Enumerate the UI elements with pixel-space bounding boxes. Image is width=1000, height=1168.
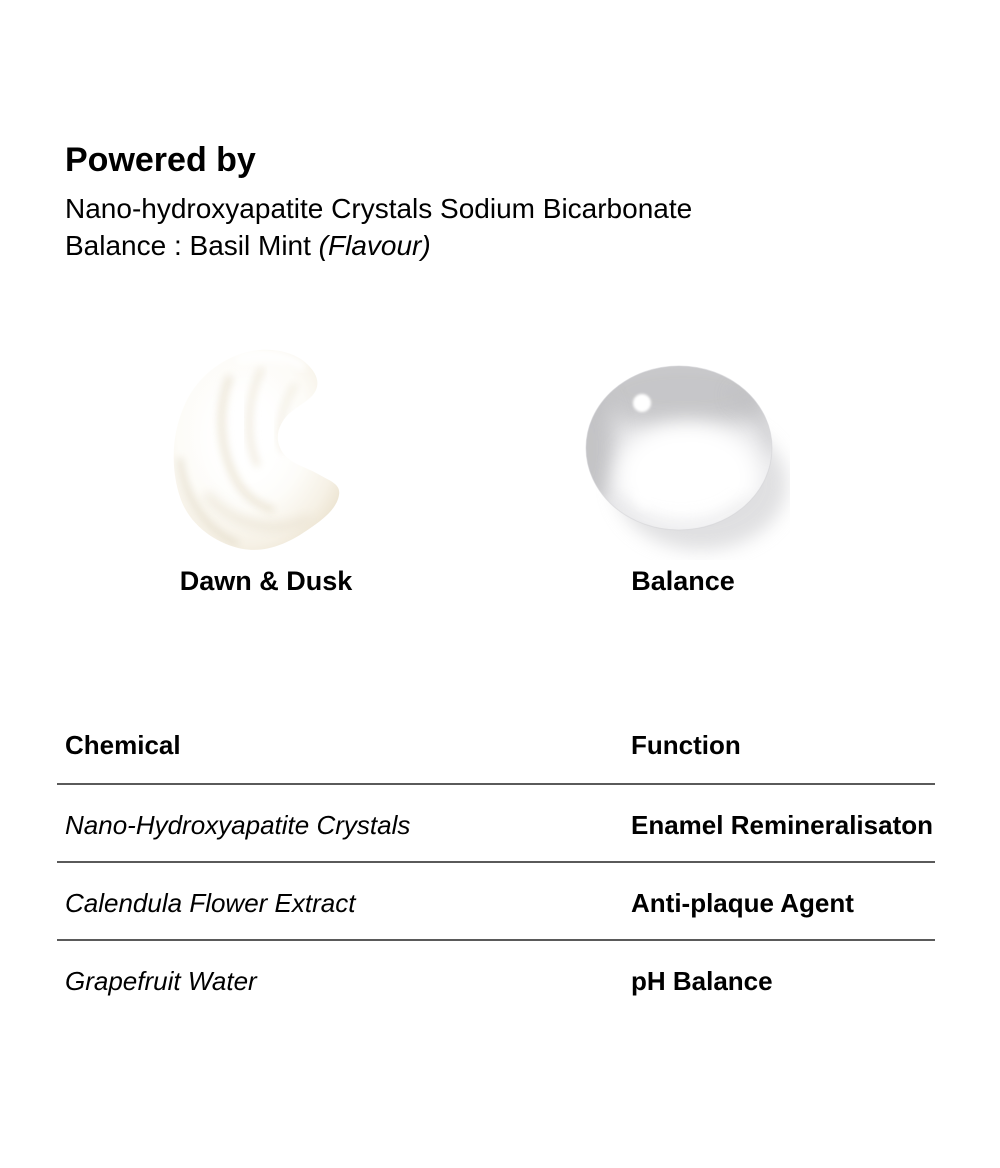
table-header-row (57, 717, 935, 785)
section-title: Powered by (65, 141, 256, 179)
table-row (57, 785, 935, 863)
gel-drop-graphic (583, 362, 790, 560)
table-row (57, 941, 935, 1017)
powered-by-section (65, 142, 935, 264)
gel-drop-image (583, 362, 790, 560)
flavour-note: (Flavour) (318, 230, 431, 262)
ingredients-summary (65, 190, 935, 264)
cream-swatch-image (172, 348, 347, 552)
column-header-function: Function (631, 729, 741, 760)
chemical-name: Grapefruit Water (65, 965, 257, 996)
chemical-function: Anti-plaque Agent (631, 887, 854, 918)
cream-swatch-label: Dawn & Dusk (179, 566, 353, 596)
table-row (57, 863, 935, 941)
gel-drop-label: Balance (631, 566, 735, 596)
ingredient-table (57, 717, 935, 1017)
chemical-name: Calendula Flower Extract (65, 887, 356, 918)
chemical-function: Enamel Remineralisaton (631, 809, 933, 840)
ingredients-line1: Nano-hydroxyapatite Crystals Sodium Bicarbonate (65, 193, 693, 225)
cream-swirl-graphic (172, 348, 347, 552)
chemical-name: Nano-Hydroxyapatite Crystals (65, 809, 411, 840)
chemical-function: pH Balance (631, 965, 773, 996)
ingredients-line2: Balance : Basil Mint (65, 230, 319, 262)
column-header-chemical: Chemical (65, 729, 181, 760)
